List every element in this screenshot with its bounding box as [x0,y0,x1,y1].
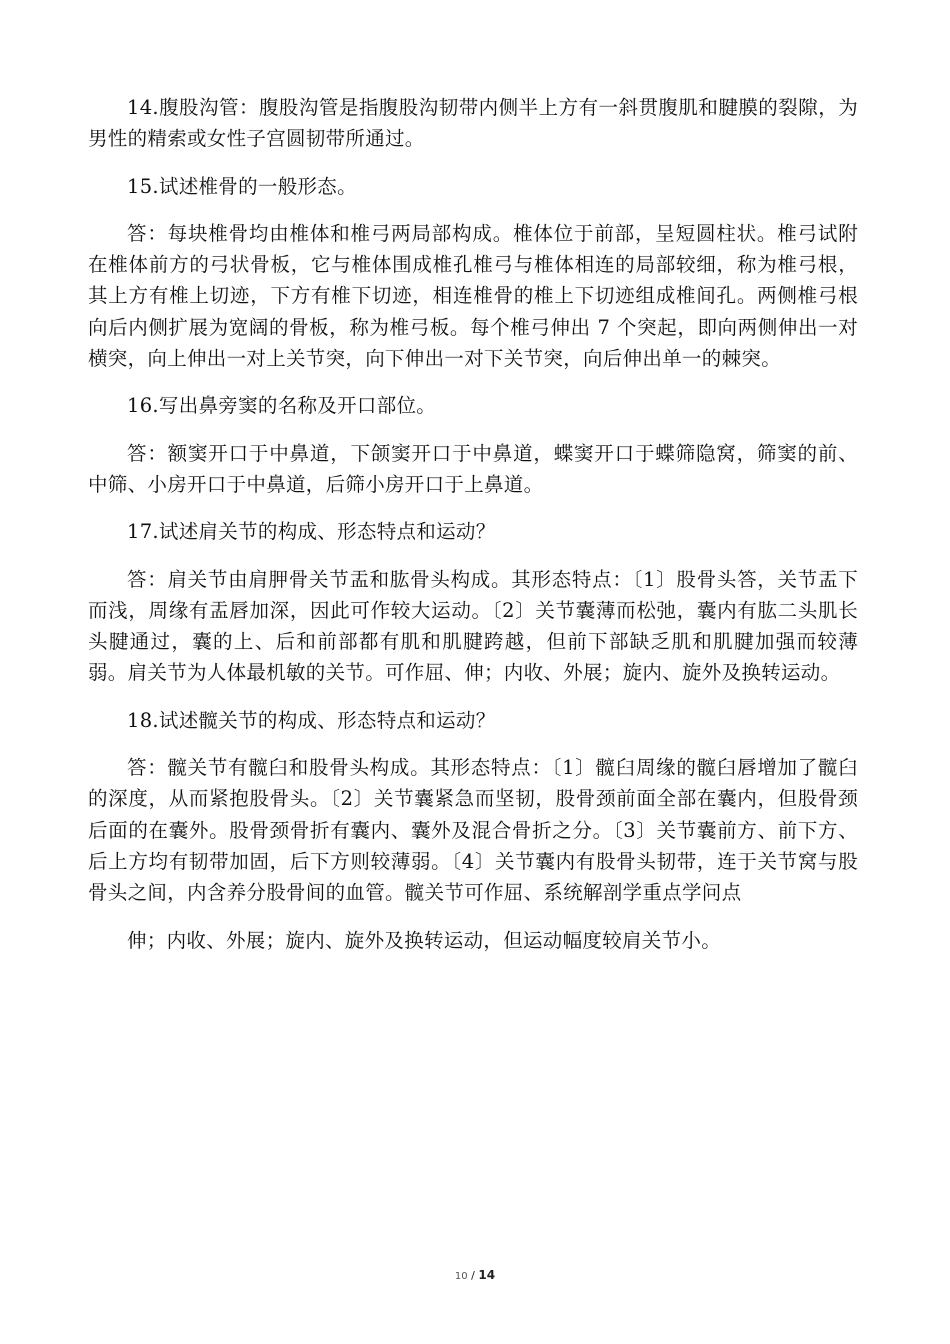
answer-18-continuation: 伸；内收、外展；旋内、旋外及换转运动，但运动幅度较肩关节小。 [127,928,722,952]
total-pages-number: 14 [478,1268,496,1282]
current-page-number: 10 [454,1271,468,1282]
question-16: 16.写出鼻旁窦的名称及开口部位。 [127,394,437,418]
answer-15: 答：每块椎骨均由椎体和椎弓两局部构成。椎体位于前部，呈短圆柱状。椎弓试附在椎体前方的弓状骨板，它与椎体围成椎孔椎弓与椎体相连的局部较细，称为椎弓根，其上方有椎上切迹，下方有椎下切迹，相连椎骨的椎上下切迹组成椎间孔。两侧椎弓根向后内侧扩展为宽阔的骨板，称为椎弓板。每个椎弓伸出 7 个突起，即向两侧伸出一对横突，向上伸出一对上关节突，向下伸出一对下关节突，向后伸出单一的棘突。 [88,221,858,371]
document-body [88,92,858,972]
page-separator: / [467,1269,479,1282]
question-18: 18.试述髋关节的构成、形态特点和运动？ [127,708,496,732]
question-17: 17.试述肩关节的构成、形态特点和运动？ [127,520,496,544]
answer-17: 答：肩关节由肩胛骨关节盂和肱骨头构成。其形态特点：〔1〕股骨头答，关节盂下而浅，周缘有盂唇加深，因此可作较大运动。〔2〕关节囊薄而松弛，囊内有肱二头肌长头腱通过，囊的上、后和前部都有肌和肌腱跨越，但前下部缺乏肌和肌腱加强而较薄弱。肩关节为人体最机敏的关节。可作屈、伸；内收、外展；旋内、旋外及换转运动。 [88,567,858,685]
answer-16: 答：额窦开口于中鼻道，下颌窦开口于中鼻道，蝶窦开口于蝶筛隐窝，筛窦的前、中筛、小房开口于中鼻道，后筛小房开口于上鼻道。 [88,441,858,496]
question-15: 15.试述椎骨的一般形态。 [127,174,357,198]
page-number-footer [0,1268,950,1282]
definition-14-paragraph: 14.腹股沟管：腹股沟管是指腹股沟韧带内侧半上方有一斜贯腹肌和腱膜的裂隙，为男性的精索或女性子宫圆韧带所通过。 [88,96,858,151]
answer-18: 答：髋关节有髋臼和股骨头构成。其形态特点：〔1〕髋臼周缘的髋臼唇增加了髋臼的深度，从而紧抱股骨头。〔2〕关节囊紧急而坚韧，股骨颈前面全部在囊内，但股骨颈后面的在囊外。股骨颈骨折有囊内、囊外及混合骨折之分。〔3〕关节囊前方、前下方、后上方均有韧带加固，后下方则较薄弱。〔4〕关节囊内有股骨头韧带，连于关节窝与股骨头之间，内含养分股骨间的血管。髋关节可作屈、系统解剖学重点学问点 [88,756,858,905]
